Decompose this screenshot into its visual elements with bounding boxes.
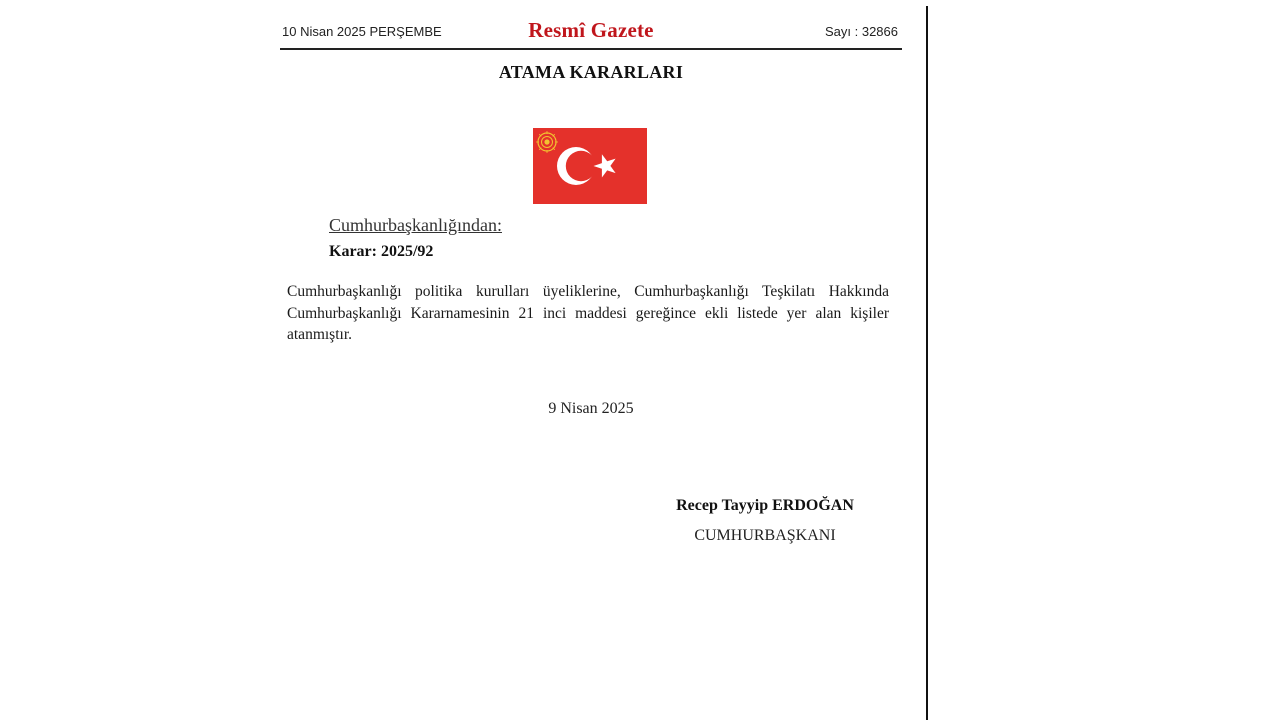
signer-name: Recep Tayyip ERDOĞAN <box>676 497 854 514</box>
turkish-flag-icon <box>533 128 647 204</box>
issue-number: Sayı : 32866 <box>825 24 898 39</box>
page-edge-divider <box>926 6 928 720</box>
masthead <box>280 18 902 48</box>
signer-title: CUMHURBAŞKANI <box>694 527 836 544</box>
section-title: ATAMA KARARLARI <box>498 62 684 82</box>
issuing-authority: Cumhurbaşkanlığından: <box>329 215 502 235</box>
decision-number: Karar: 2025/92 <box>329 243 434 260</box>
decree-body: Cumhurbaşkanlığı politika kurulları üyeliklerine, Cumhurbaşkanlığı Teşkilatı Hakkında Cumhurbaşkanlığı Kararnamesinin 21 inci maddesi gereğince ekli listede yer alan kişiler atanmıştır. <box>287 283 889 343</box>
issue-date: 10 Nisan 2025 PERŞEMBE <box>282 24 442 39</box>
gazette-title: Resmî Gazete <box>528 18 654 42</box>
decree-date: 9 Nisan 2025 <box>548 400 634 417</box>
masthead-divider <box>280 48 902 50</box>
